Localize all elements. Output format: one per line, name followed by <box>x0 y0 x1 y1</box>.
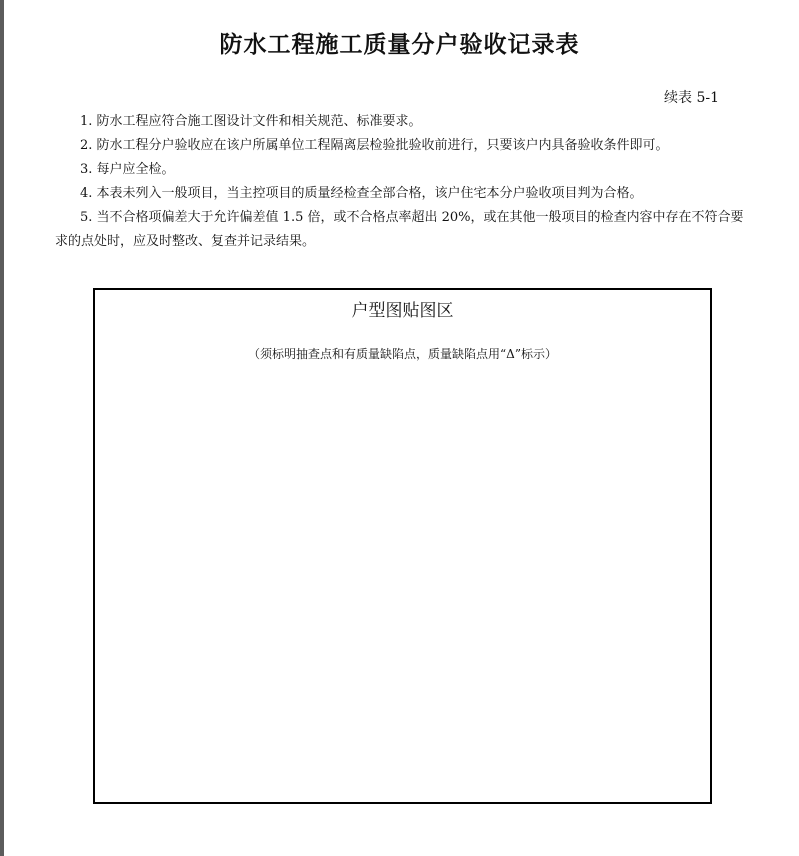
table-number: 续表 5-1 <box>664 90 719 106</box>
note-item-1: 1. 防水工程应符合施工图设计文件和相关规范、标准要求。 <box>80 114 422 129</box>
note-item-5: 5. 当不合格项偏差大于允许偏差值 1.5 倍，或不合格点率超出 20%，或在其他一般项目的检查内容中存在不符合要求的点处时，应及时整改、复查并记录结果。 <box>55 210 744 249</box>
floorplan-paste-area <box>93 288 712 804</box>
note-item-2: 2. 防水工程分户验收应在该户所属单位工程隔离层检验批验收前进行，只要该户内具备验收条件即可。 <box>80 138 669 153</box>
page-title: 防水工程施工质量分户验收记录表 <box>219 32 580 58</box>
floorplan-area-title: 户型图贴图区 <box>351 301 454 321</box>
notes-section <box>55 110 755 254</box>
page-left-edge <box>0 0 4 856</box>
note-item-3: 3. 每户应全检。 <box>80 162 175 177</box>
floorplan-area-note: （须标明抽查点和有质量缺陷点，质量缺陷点用“Δ”标示） <box>248 347 557 361</box>
note-item-4: 4. 本表未列入一般项目，当主控项目的质量经检查全部合格，该户住宅本分户验收项目判为合格。 <box>80 186 643 201</box>
